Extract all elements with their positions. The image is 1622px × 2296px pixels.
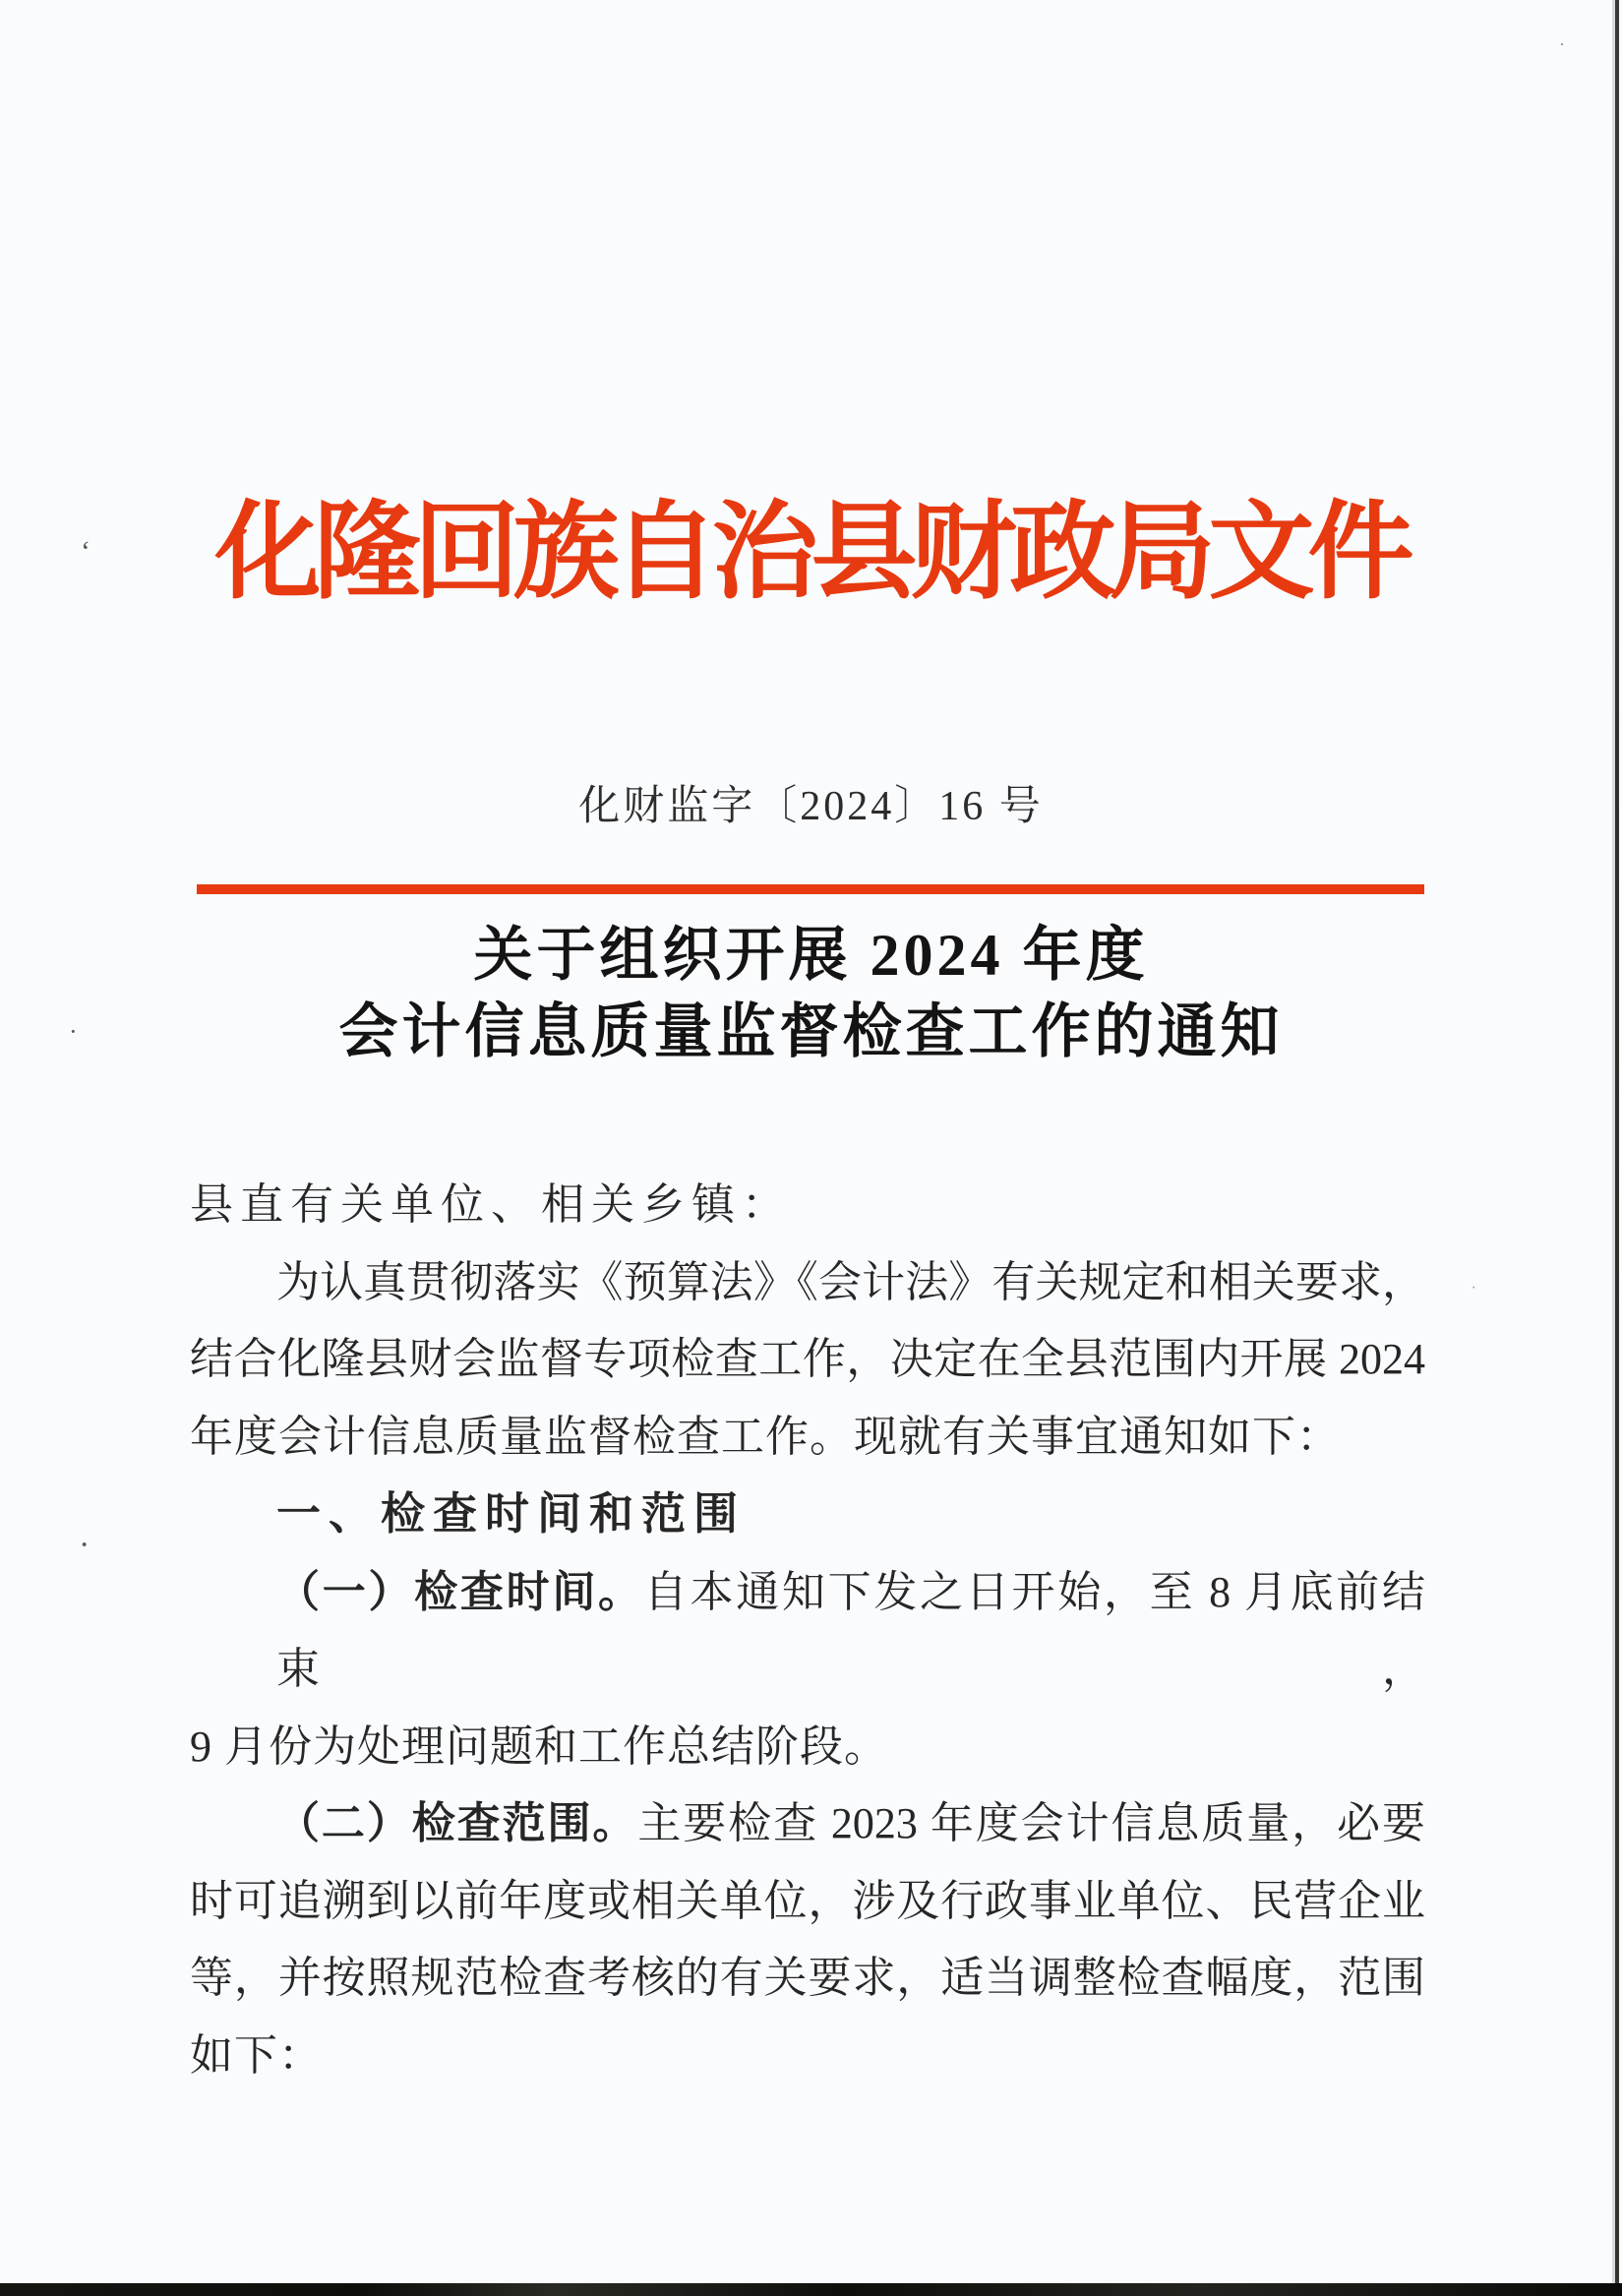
- body-text-run: 等，并按照规范检查考核的有关要求，适当调整检查幅度，范围: [190, 1954, 1425, 2002]
- body-line: [190, 1476, 1425, 1554]
- body-line: [190, 1244, 1425, 1322]
- scan-speck: ·: [1559, 34, 1565, 54]
- body-bold-run: （二）检查范围。: [276, 1799, 638, 1847]
- letterhead-divider-line: [197, 884, 1424, 894]
- notice-title-line2: 会计信息质量监督检查工作的通知: [338, 999, 1284, 1064]
- body-text-run: 县直有关单位、相关乡镇：: [190, 1180, 792, 1229]
- body-line: [190, 1399, 1425, 1477]
- scan-speck: ·: [69, 1017, 78, 1046]
- body-line: [190, 1940, 1425, 2018]
- body-text-run: 9 月份为处理问题和工作总结阶段。: [190, 1722, 888, 1771]
- body-text-run: 如下：: [190, 2030, 323, 2080]
- document-number: 化财监字〔2024〕16 号: [578, 784, 1044, 829]
- body-line: [190, 1785, 1425, 1863]
- body-text-run: 结合化隆县财会监督专项检查工作，决定在全县范围内开展 2024: [190, 1335, 1425, 1383]
- notice-title-line1: 关于组织开展 2024 年度: [473, 923, 1149, 988]
- body-text-run: 时可追溯到以前年度或相关单位，涉及行政事业单位、民营企业: [190, 1876, 1425, 1925]
- body-line: [190, 1321, 1425, 1399]
- body-bold-run: 一、检查时间和范围: [276, 1488, 747, 1539]
- body-text: [190, 1167, 1425, 2094]
- scan-speck: ·: [1471, 1280, 1476, 1297]
- scan-edge-right: [1615, 0, 1619, 2296]
- body-line: [190, 1863, 1425, 1941]
- body-text-run: 为认真贯彻落实《预算法》《会计法》有关规定和相关要求，: [276, 1257, 1425, 1306]
- body-text-run: 年度会计信息质量监督检查工作。现就有关事宜通知如下：: [190, 1412, 1341, 1461]
- scan-edge-right-shadow: [1612, 0, 1615, 2296]
- scan-speck: ʻ: [81, 535, 90, 568]
- body-line: [190, 1709, 1425, 1786]
- notice-title: [0, 917, 1622, 1070]
- scan-speck: ·: [79, 1527, 90, 1563]
- body-text-run: 主要检查 2023 年度会计信息质量，必要: [637, 1799, 1426, 1847]
- body-text-run: 自本通知下发之日开始，至 8 月底前结束，: [276, 1567, 1426, 1693]
- body-line: [190, 2018, 1425, 2095]
- scan-edge-bottom: [0, 2283, 1622, 2296]
- org-letterhead-title: 化隆回族自治县财政局文件: [214, 495, 1408, 612]
- body-line: [190, 1167, 1425, 1244]
- body-bold-run: （一）检查时间。: [276, 1567, 644, 1616]
- body-line: [190, 1554, 1425, 1709]
